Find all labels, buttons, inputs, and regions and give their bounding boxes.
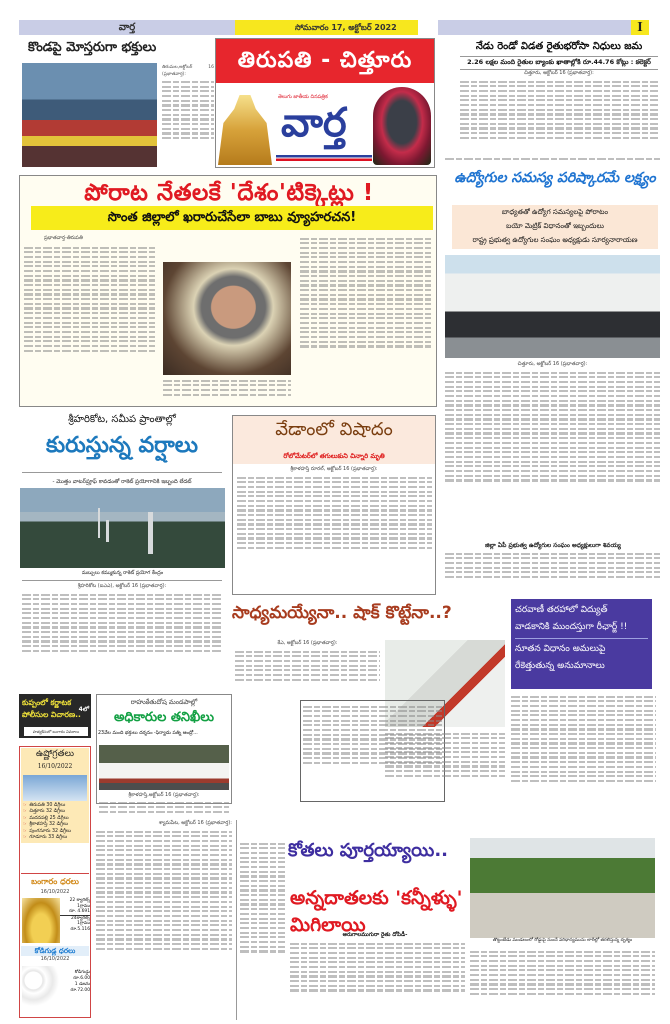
gold-rates-date: 16/10/2022: [40, 889, 70, 895]
vedam-dateline: శ్రీకాళహస్తి రూరల్, అక్టోబర్ 16 (ప్రభాతవార్త):: [290, 466, 378, 472]
city-name: మదనపల్లి: [29, 815, 49, 821]
electricity-box-line-2: వాడకానికి ముందస్తుగా రీఛార్జ్ !!: [515, 622, 628, 632]
harvest-body-col3: [290, 940, 465, 1020]
gold-24k-unit: 1గ్రాము: [77, 921, 90, 927]
story-hill-dateline: తిరుమల,అక్టోబర్ 16 (ప్రభాతవార్త):: [162, 65, 214, 78]
header-date: సోమవారం 17, అక్టోబర్ 2022: [235, 20, 418, 35]
gold-prices: [60, 898, 90, 933]
lead-headline[interactable]: పోరాట నేతలకే 'దేశం'టిక్కెట్లు !: [84, 180, 374, 206]
gold-24k-price: రూ.5.116: [70, 926, 90, 932]
employees-dateline: చిత్తూరు, అక్టోబర్ 16 (ప్రభాతవార్త):: [517, 361, 588, 367]
tower-shape: [106, 520, 109, 542]
city-name: పుంగనూరు: [29, 828, 51, 834]
kuppam-headline: కుప్పంలో కర్ణాటక పోలీసుల విచారణ..: [22, 698, 81, 719]
page-number: I: [631, 20, 649, 35]
temperature-value: 32 డిగ్రీలు: [48, 822, 69, 828]
story-raithu-body: [460, 78, 658, 164]
harvest-headline-2[interactable]: అన్నదాతలకు 'కన్నీళ్ళు' మిగిలాయి: [290, 887, 463, 936]
kuppam-link-button[interactable]: హత్యకేసులో బంగారం వివరాలు: [24, 727, 88, 736]
kuppam-page-ref: 4లో: [78, 706, 89, 713]
newspaper-logo: వార్త: [281, 99, 347, 146]
lead-body-under-photo: [163, 377, 291, 405]
lead-body-col1: [24, 244, 156, 402]
gold-22k-price: రూ. 4.691: [60, 909, 90, 916]
electricity-box-line-1: చరవాణీ తరహాలో విద్యుత్: [515, 605, 608, 615]
gold-24k-label: 24క్యారెట్స్: [71, 915, 90, 921]
divider: [22, 580, 222, 581]
electricity-highlight-box: [511, 599, 652, 689]
story-raithu-headline[interactable]: నేడు రెండో విడత రైతుభరోసా నిధులు జమ: [475, 41, 643, 52]
divider: [515, 638, 648, 639]
pointing-hand-icon: ☞: [23, 828, 28, 834]
vedam-subheadline: రోలోమేటర్‌లో తగులుకుని చిన్నారి మృతి: [283, 452, 385, 460]
divider: [21, 873, 89, 874]
officers-inspection-photo: [99, 745, 229, 790]
temperature-title: ఉష్ణోగ్రతలు: [35, 749, 75, 759]
egg-single-price: రూ.6.00: [73, 976, 90, 981]
egg-rates-title: కోడిగుడ్ల ధరలు: [21, 946, 89, 956]
employees-motorbike-photo: [445, 255, 660, 358]
temperature-list: [23, 803, 89, 841]
electricity-box-line-3: నూతన విధానం అమలుపై: [515, 644, 606, 654]
pointing-hand-icon: ☞: [23, 835, 28, 841]
sriharikota-kicker: శ్రీహరికోట, సమీప ప్రాంతాల్లో: [68, 414, 176, 425]
divider: [22, 472, 222, 473]
temperature-value: 32 డిగ్రీలు: [45, 809, 66, 815]
pointing-hand-icon: ☞: [23, 809, 28, 815]
leader-portrait-photo: [163, 262, 291, 375]
employees-body-2: [445, 550, 660, 594]
temperature-value: 25 డిగ్రీలు: [49, 815, 69, 821]
egg-dozen-label: 1 డజను: [74, 982, 90, 987]
officers-subheadline: 23వేల మంది భక్తులు దర్శనం -ఫిర్యాదు పత్ని ఆంద్రో...: [98, 731, 198, 736]
sriharikota-dateline: శ్రీహరికోట (ఐఎఎ), అక్టోబర్ 16 (ప్రభాతవార్త):: [77, 583, 167, 589]
officers-kicker: రాహుకేతుదోష మండపాల్లో: [130, 698, 198, 706]
rocket-launch-pad-photo: [20, 488, 225, 568]
story-hill-headline[interactable]: కొండపై మోస్తరుగా భక్తులు: [28, 40, 157, 55]
pointing-hand-icon: ☞: [23, 822, 28, 828]
lead-dateline: ప్రభాతవార్త-తిరుపతి: [44, 235, 83, 241]
story-hill-body: [162, 64, 214, 169]
employees-deck-line-3: రాష్ట్ర ప్రభుత్వ ఉద్యోగుల సంఘం అధ్యక్షుడు సూర్యనారాయణ: [472, 236, 638, 244]
city-name: చిత్తూరు: [29, 809, 45, 815]
gold-jewellery-image: [22, 898, 60, 943]
header-brand-strip: [19, 20, 235, 35]
rocket-photo-caption: మబ్బులు కమ్ముకున్న రాకెట్ ప్రయోగ కేంద్రం: [81, 570, 164, 576]
temperature-row: [23, 835, 89, 841]
employees-deck-line-2: బయో మెట్రిక్ విధానంతో ఇబ్బందులు: [506, 222, 604, 230]
egg-single-label: కోడిగుడ్డు: [74, 970, 90, 975]
city-name: తిరుపతి: [29, 803, 45, 808]
tower-shape: [98, 508, 100, 538]
harvest-body-col4: [470, 948, 655, 1020]
logo-underline: [276, 155, 372, 161]
egg-rates-date: 16/10/2022: [40, 956, 70, 962]
eggs-image: [22, 966, 60, 1014]
gold-rates-title: బంగారం ధరలు: [31, 877, 79, 886]
divider: [236, 820, 237, 1020]
temperature-value: 33 డిగ్రీలు: [48, 835, 68, 841]
header-strip-right: [438, 20, 648, 35]
city-name: శ్రీకాళహస్తి: [29, 822, 48, 828]
sriharikota-body: [22, 591, 222, 683]
temperature-value: 32 డిగ్రీలు: [51, 828, 71, 834]
employees-body: [445, 369, 660, 541]
vedam-body: [237, 474, 432, 592]
brand-small-logo: వార్త: [118, 22, 136, 33]
employees-headline[interactable]: ఉద్యోగుల సమస్య పరిష్కారమే లక్ష్యం: [454, 170, 656, 186]
story-raithu-dateline: చిత్తూరు, అక్టోబర్ 16 (ప్రభాతవార్త):: [524, 70, 594, 76]
electricity-headline[interactable]: సాధ్యమయ్యేనా.. షాక్ కొట్టేనా..?: [232, 603, 452, 623]
temple-gopuram-image: [218, 95, 272, 165]
electricity-body-right: [385, 730, 505, 805]
officers-body: [99, 799, 229, 821]
electricity-box-line-4: రేకెత్తుతున్న అనుమానాలు: [515, 661, 605, 671]
edition-title: తిరుపతి - చిత్తూరు: [216, 39, 434, 83]
deity-image: [373, 87, 431, 165]
employees-subhead-2: జిల్లా ఏపీ ప్రభుత్వ ఉద్యోగుల సంఘం అధ్యక్షులుగా శివయ్య: [485, 542, 621, 549]
harvest-subhead: అరుగాలముగురా రైతు దోపిడీ-: [342, 932, 408, 938]
harvest-photo-caption: తొట్టంబేడు మండలంలో రోడ్డుపై నుంచే వరిధాన్యమును లారీల్లో తరలిస్తున్న దృశ్యం: [492, 938, 633, 943]
vedam-headline[interactable]: వేడాంలో విషాదం: [275, 419, 393, 440]
harvest-body-col2: [240, 840, 285, 1020]
masthead: [215, 38, 435, 168]
officers-dateline: శ్రీకాళహస్తి,అక్టోబర్ 16 (ప్రభాతవార్త):: [128, 792, 200, 798]
sriharikota-subheadline: - మొత్తం వాటర్‌ప్రూఫ్ కావడంతో రాకెట్ ప్రయోగానికి ఇబ్బంది లేదట్: [52, 479, 192, 485]
city-name: గూడూరు: [29, 835, 47, 841]
gold-22k-label: 22 క్యారెట్స్: [69, 898, 90, 903]
temperature-date: 16/10/2022: [37, 763, 73, 770]
rocket-shape: [148, 512, 153, 554]
officers-headline[interactable]: అధికారుల తనిఖీలు: [114, 710, 214, 725]
sky-image: [23, 775, 87, 801]
egg-prices: [60, 970, 90, 994]
lead-subheadline: సొంత జిల్లాలో ఖరారుచేసేలా బాబు వ్యూహరచన!: [31, 206, 433, 230]
harvest-headline[interactable]: కోతలు పూర్తయ్యాయి..: [288, 840, 448, 861]
sriharikota-headline[interactable]: కురుస్తున్న వర్షాలు: [46, 433, 198, 458]
electricity-body-col-right: [511, 693, 656, 838]
employees-deck: [452, 205, 658, 249]
pointing-hand-icon: ☞: [23, 803, 28, 808]
electricity-body-top: [235, 648, 380, 698]
gold-22k-unit: 1గ్రాము: [77, 903, 90, 909]
lead-body-col3: [300, 235, 432, 403]
electricity-dateline: కేఎ, అక్టోబర్ 16 (ప్రభాతవార్త):: [277, 640, 338, 646]
story-raithu-tail: [445, 155, 660, 167]
masthead-tagline: తెలుగు జాతీయ దినపత్రిక: [278, 94, 328, 100]
pointing-hand-icon: ☞: [23, 815, 28, 821]
employees-deck-line-1: బాధ్యతతో ఉద్యోగ సమస్యలపై పోరాటం: [501, 208, 609, 216]
temperature-value: 30 డిగ్రీలు: [46, 803, 66, 808]
harvest-dateline: శ్యామపేట, అక్టోబర్ 16 (ప్రభాతవార్త):: [158, 820, 232, 826]
egg-dozen-price: రూ.72.00: [70, 988, 90, 993]
harvest-body-col1: [96, 828, 232, 1020]
story-raithu-subheadline: 2.26 లక్షల మంది రైతుల బ్యాంకు ఖాతాల్లోకి రూ.44.76 కోట్లు : కలెక్టర్: [460, 56, 658, 70]
devotees-photo: [22, 63, 157, 167]
